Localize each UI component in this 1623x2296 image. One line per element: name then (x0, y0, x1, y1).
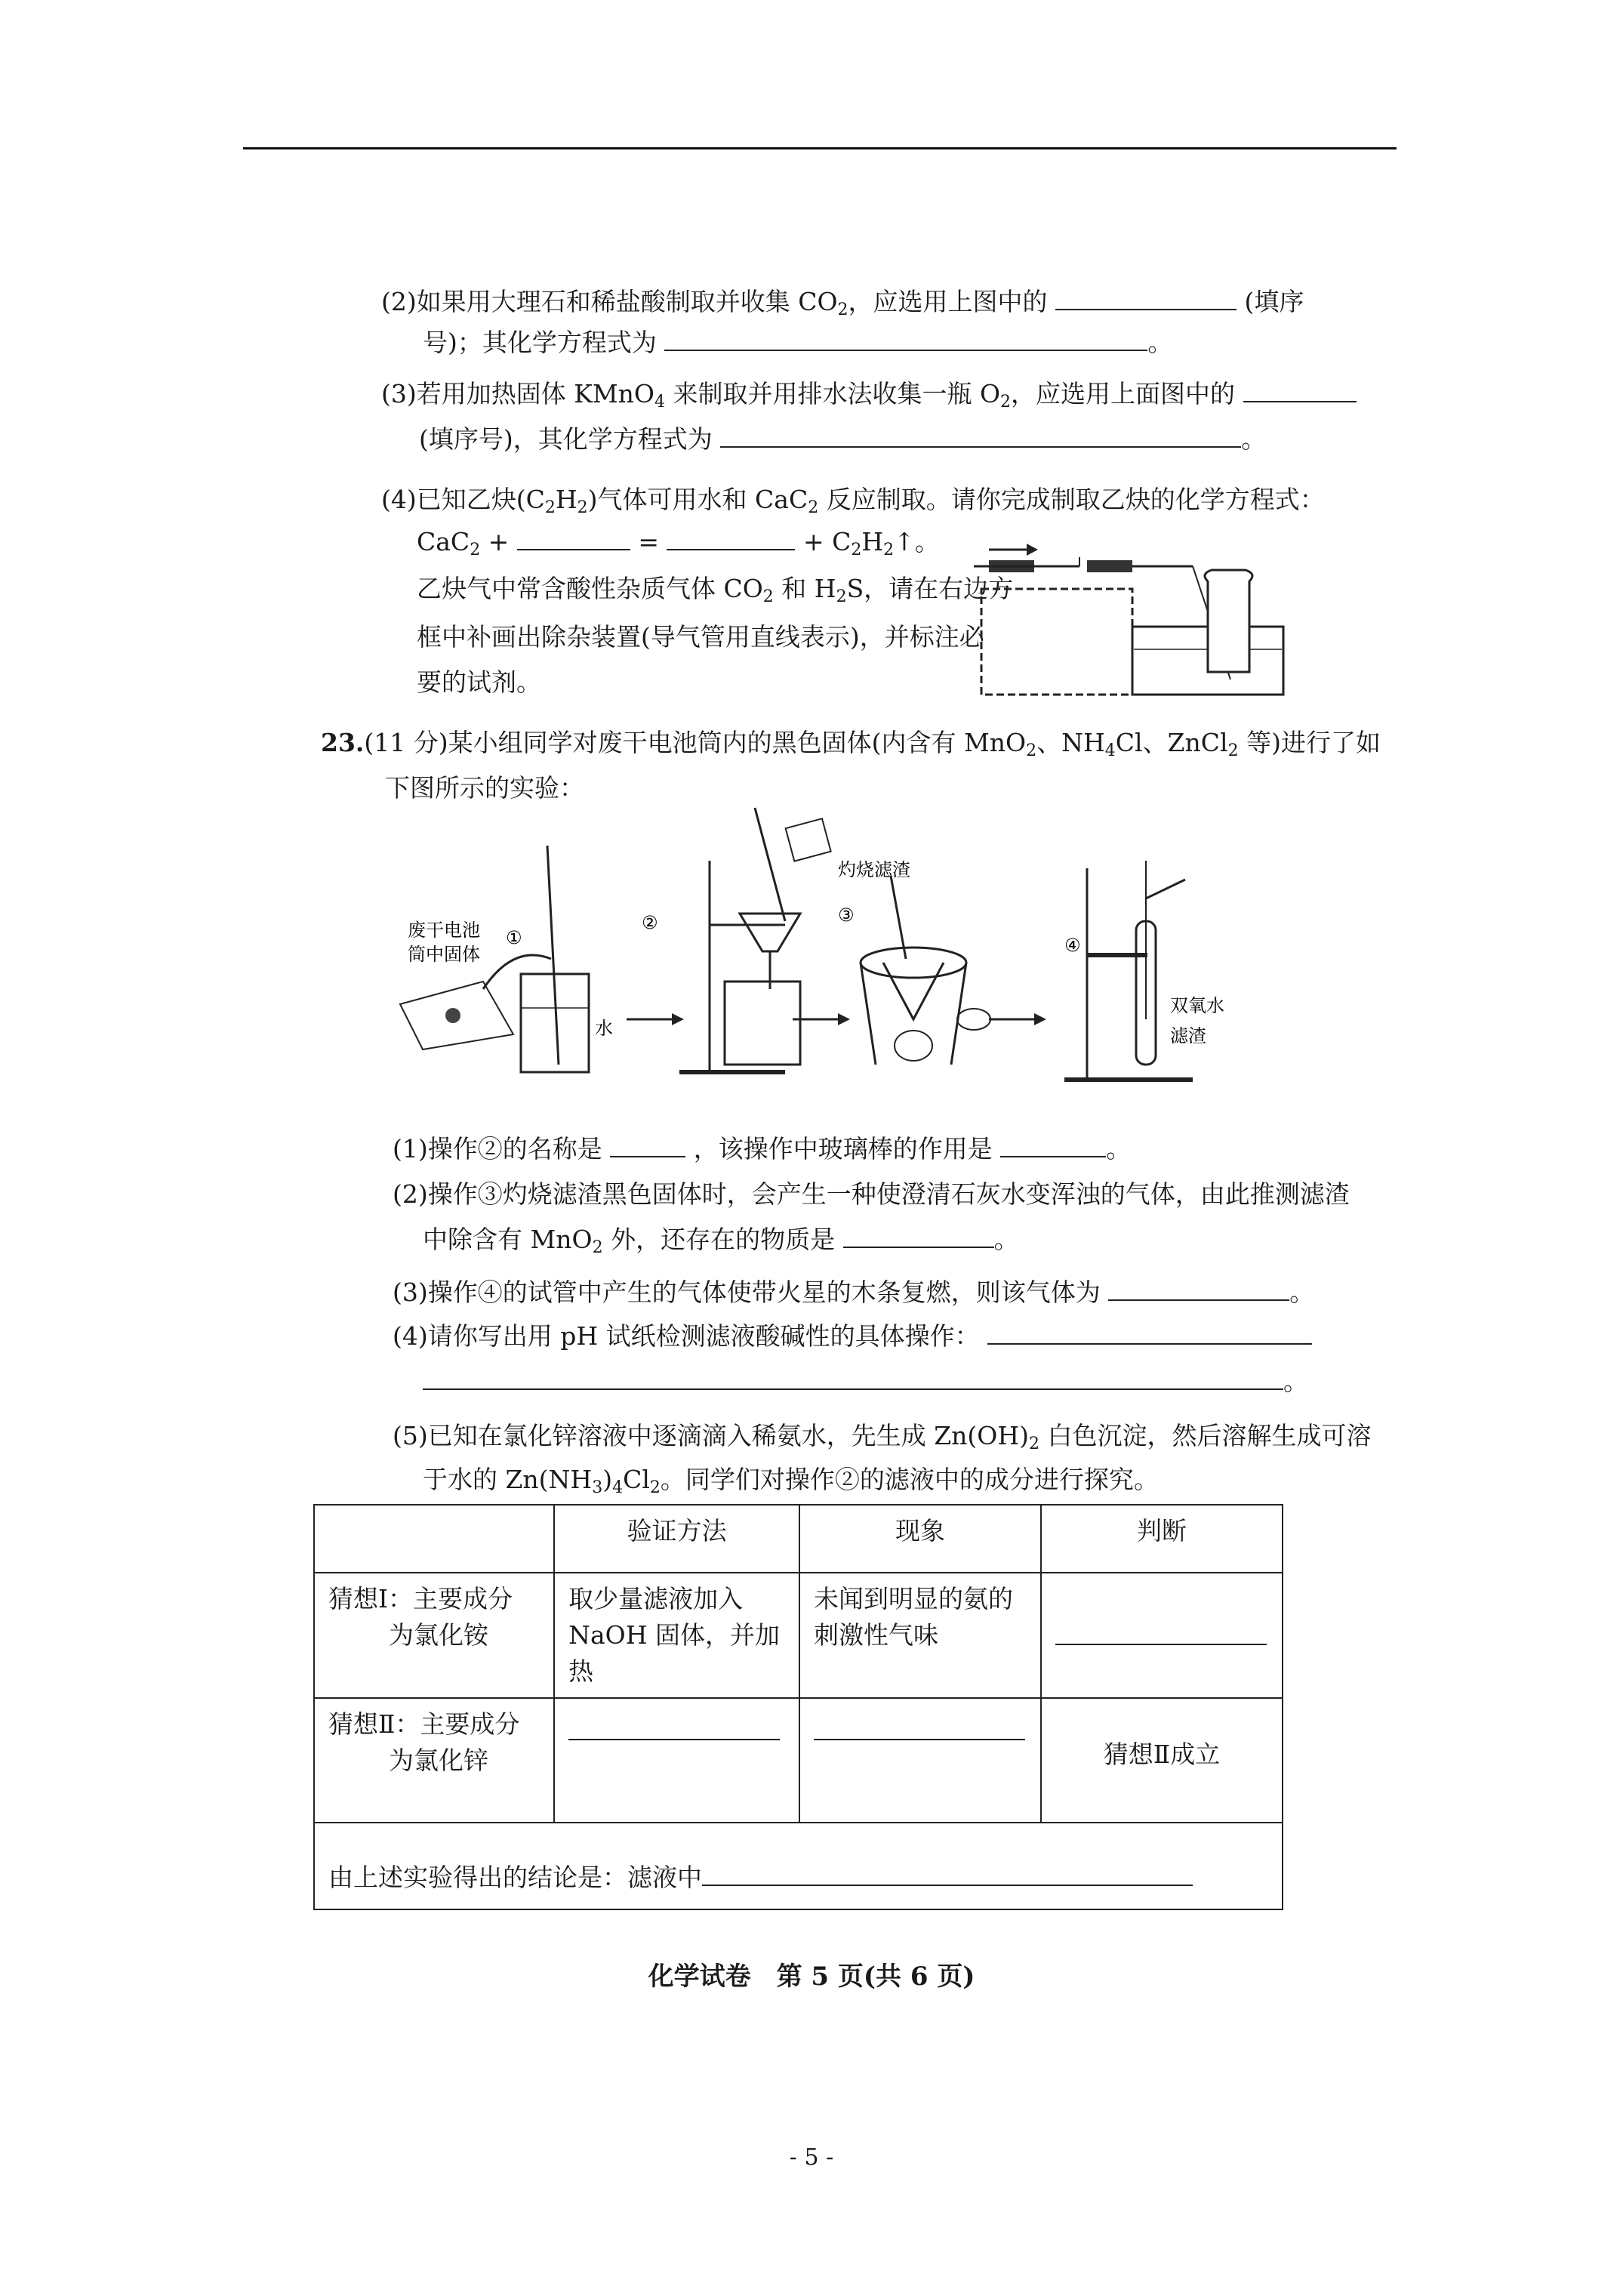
label-solid-1: 废干电池 (408, 920, 480, 941)
q22-part3-line1: (3)若用加热固体 KMnO$_4$ 来制取并用排水法收集一瓶 $O_2$，应选用上面图中的 (381, 378, 1357, 411)
table-row (314, 1573, 1283, 1698)
investigation-table (313, 1504, 1283, 1910)
label-solid-2: 筒中固体 (408, 944, 480, 965)
conclusion-cell: 由上述实验得出的结论是：滤液中 (314, 1823, 1283, 1909)
answer-blank[interactable] (702, 1862, 1193, 1886)
answer-blank[interactable] (1055, 1621, 1267, 1645)
step-1-marker: ① (506, 927, 522, 948)
answer-blank[interactable] (664, 327, 1147, 351)
q23-sub5-line2: 于水的 $Zn(NH_3)_4Cl_2$。同学们对操作②的滤液中的成分进行探究。 (423, 1465, 1159, 1497)
answer-blank[interactable] (1000, 1133, 1106, 1157)
arrow-head-icon (1027, 544, 1038, 556)
answer-blank[interactable] (568, 1716, 780, 1740)
label-burn: 灼烧滤渣 (838, 859, 910, 880)
answer-blank[interactable] (987, 1321, 1312, 1345)
drawing-box[interactable] (981, 589, 1132, 695)
q23-sub2-line2: 中除含有 MnO$_2$ 外，还存在的物质是 。 (423, 1225, 1019, 1257)
alcohol-lamp-icon (895, 1031, 932, 1061)
glass-rod-icon (891, 876, 906, 959)
step-4-marker: ④ (1064, 935, 1081, 956)
q23-sub2-line1: (2)操作③灼烧滤渣黑色固体时，会产生一种使澄清石灰水变浑浊的气体，由此推测滤渣 (393, 1179, 1350, 1209)
glass-rod-icon (755, 808, 785, 921)
crucible-icon (883, 963, 944, 1019)
beaker-pouring-icon (786, 818, 831, 861)
q22-part4-line1: (4)已知乙炔$(C_2H_2)$气体可用水和 CaC$_2$ 反应制取。请你完成制取乙炔的化学方程式： (381, 485, 1325, 517)
header-rule (243, 147, 1397, 149)
table-header: 现象 (799, 1505, 1041, 1573)
q22-part2-line2: 号)；其化学方程式为 。 (423, 328, 1173, 357)
step-3-marker: ③ (838, 905, 855, 926)
answer-blank[interactable] (423, 1366, 1283, 1390)
answer-blank[interactable] (667, 526, 795, 550)
table-cell: 猜想Ⅰ：主要成分 为氯化铵 (314, 1573, 554, 1698)
table-cell: 猜想Ⅱ：主要成分 为氯化锌 (314, 1698, 554, 1823)
table-header (314, 1505, 554, 1573)
label-water: 水 (595, 1018, 613, 1039)
table-cell (1041, 1573, 1283, 1698)
answer-blank[interactable] (610, 1133, 685, 1157)
table-cell (554, 1698, 799, 1823)
q23-sub3: (3)操作④的试管中产生的气体使带火星的木条复燃，则该气体为 。 (393, 1277, 1315, 1307)
table-row (314, 1823, 1283, 1909)
gas-purification-diagram (974, 529, 1291, 702)
q22-part4-line4: 框中补画出除杂装置(导气管用直线表示)，并标注必 (417, 622, 984, 652)
experiment-figure (393, 793, 1268, 1095)
step-2-marker: ② (642, 912, 658, 933)
q22-part4-line5: 要的试剂。 (417, 667, 541, 697)
q23-sub5-line1: (5)已知在氯化锌溶液中逐滴滴入稀氨水，先生成 $Zn(OH)_2$ 白色沉淀，然后溶解生成可溶 (393, 1421, 1372, 1453)
table-cell: 未闻到明显的氨的 刺激性气味 (799, 1573, 1041, 1698)
q23-sub4: (4)请你写出用 pH 试纸检测滤液酸碱性的具体操作： (393, 1320, 1312, 1353)
q23-intro-line2: 下图所示的实验： (385, 773, 584, 803)
answer-blank[interactable] (1108, 1277, 1289, 1301)
solid-sample-icon (445, 1008, 460, 1023)
table-cell (799, 1698, 1041, 1823)
answer-blank[interactable] (1243, 378, 1357, 402)
q22-part3-line2: (填序号)，其化学方程式为 。 (419, 424, 1267, 454)
answer-blank[interactable] (1055, 286, 1236, 310)
table-header: 判断 (1041, 1505, 1283, 1573)
inverted-bottle-icon (1205, 570, 1252, 672)
crucible-lid-icon (957, 1009, 990, 1030)
q23-sub1: (1)操作②的名称是 ，该操作中玻璃棒的作用是 。 (393, 1134, 1132, 1163)
table-cell: 猜想Ⅱ成立 (1041, 1698, 1283, 1823)
q22-part4-line3: 乙炔气中常含酸性杂质气体 $CO_2$ 和 $H_2S$，请在右边方 (417, 574, 1014, 606)
table-header: 验证方法 (554, 1505, 799, 1573)
glass-rod-icon (547, 846, 559, 1065)
q23-sub4-line2: 。 (423, 1365, 1308, 1398)
page-number: - 5 - (789, 2144, 834, 2171)
table-cell: 取少量滤液加入 NaOH 固体，并加热 (554, 1573, 799, 1698)
answer-blank[interactable] (720, 424, 1241, 448)
q22-equation: CaC$_2$ + = + $C_2H_2↑$。 (417, 527, 940, 559)
answer-blank[interactable] (814, 1716, 1025, 1740)
beaker-icon (725, 982, 800, 1065)
label-residue: 滤渣 (1170, 1025, 1206, 1046)
page-footer: 化学试卷 第 5 页(共 6 页) (648, 1962, 975, 1992)
label-h2o2: 双氧水 (1170, 995, 1224, 1016)
triangle-support-icon (861, 948, 966, 978)
funnel-icon (740, 914, 800, 951)
answer-blank[interactable] (517, 526, 630, 550)
arrow-icon (483, 955, 551, 989)
q22-part2-line1: (2)如果用大理石和稀盐酸制取并收集 $CO_2$，应选用上图中的 (填序 (381, 287, 1304, 319)
q23-intro-line1: 23.(11 分)某小组同学对废干电池筒内的黑色固体(内含有 MnO$_2$、$NH_4Cl$、ZnCl$_2$ 等)进行了如 (321, 728, 1381, 760)
answer-blank[interactable] (843, 1224, 994, 1248)
table-row (314, 1698, 1283, 1823)
tube-connector (1087, 560, 1132, 572)
